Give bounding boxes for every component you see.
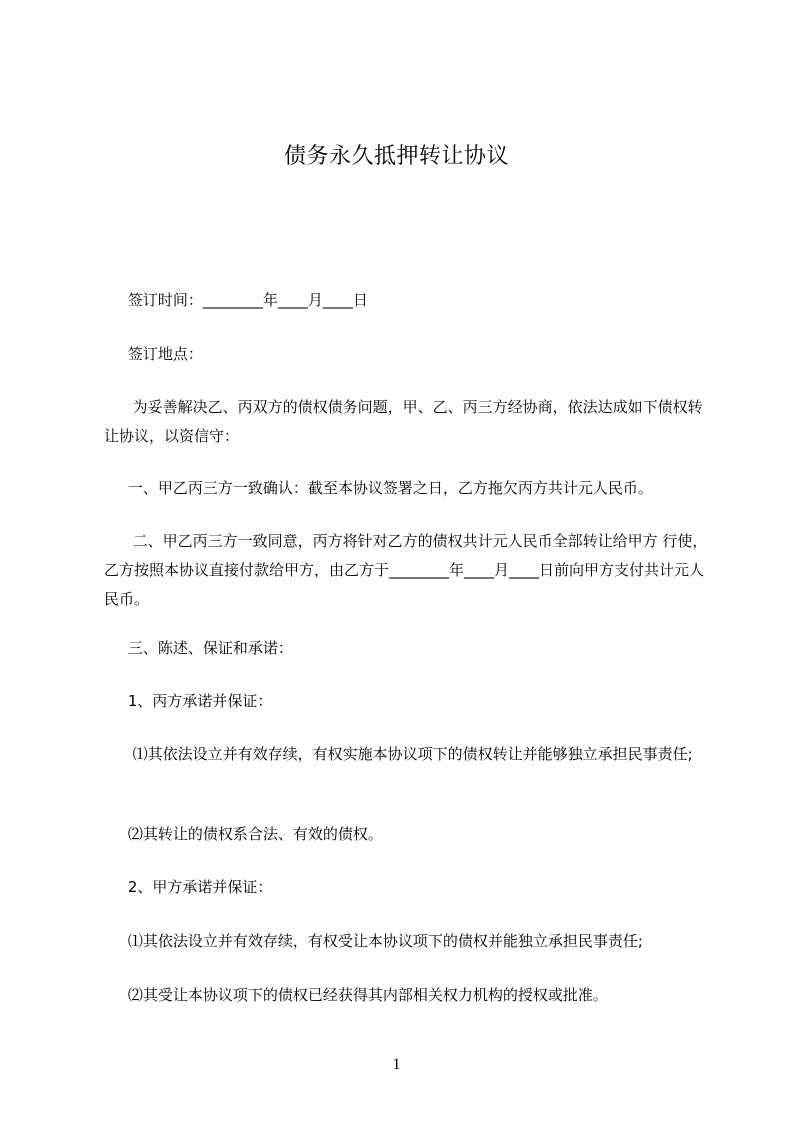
clause-3-1-item-2: ⑵其转让的债权系合法、有效的债权。	[104, 825, 383, 843]
clause-3-2-heading: 2、甲方承诺并保证：	[104, 878, 273, 896]
clause-3-2-item-1: ⑴其依法设立并有效存续，有权受让本协议项下的债权并能独立承担民事责任;	[104, 932, 643, 950]
clause-3-1-heading: 1、丙方承诺并保证：	[104, 692, 273, 710]
clause-1-paragraph: 一、甲乙丙三方一致确认：截至本协议签署之日，乙方拖欠丙方共计元人民币。	[104, 479, 653, 497]
document-title: 债务永久抵押转让协议	[283, 144, 509, 169]
preamble-paragraph: 为妥善解决乙、丙双方的债权债务问题，甲、乙、丙三方经协商，依法达成如下债权转让协议，以资信守：	[104, 398, 703, 445]
clause-3-heading: 三、陈述、保证和承诺：	[104, 639, 293, 657]
signing-place-line: 签订地点：	[104, 345, 203, 363]
clause-3-2-item-2: ⑵其受让本协议项下的债权已经获得其内部相关权力机构的授权或批准。	[104, 986, 608, 1004]
signing-date-line: 签订时间：________年____月____日	[104, 291, 368, 309]
clause-2-paragraph: 二、甲乙丙三方一致同意，丙方将针对乙方的债权共计元人民币全部转让给甲方 行使，乙方按照本协议直接付款给甲方，由乙方于________年____月____日前向甲方支付共计元人民币。	[104, 532, 708, 608]
clause-3-1-item-1: ⑴其依法设立并有效存续，有权实施本协议项下的债权转让并能够独立承担民事责任;	[104, 745, 693, 763]
page-number: 1	[392, 1056, 401, 1073]
